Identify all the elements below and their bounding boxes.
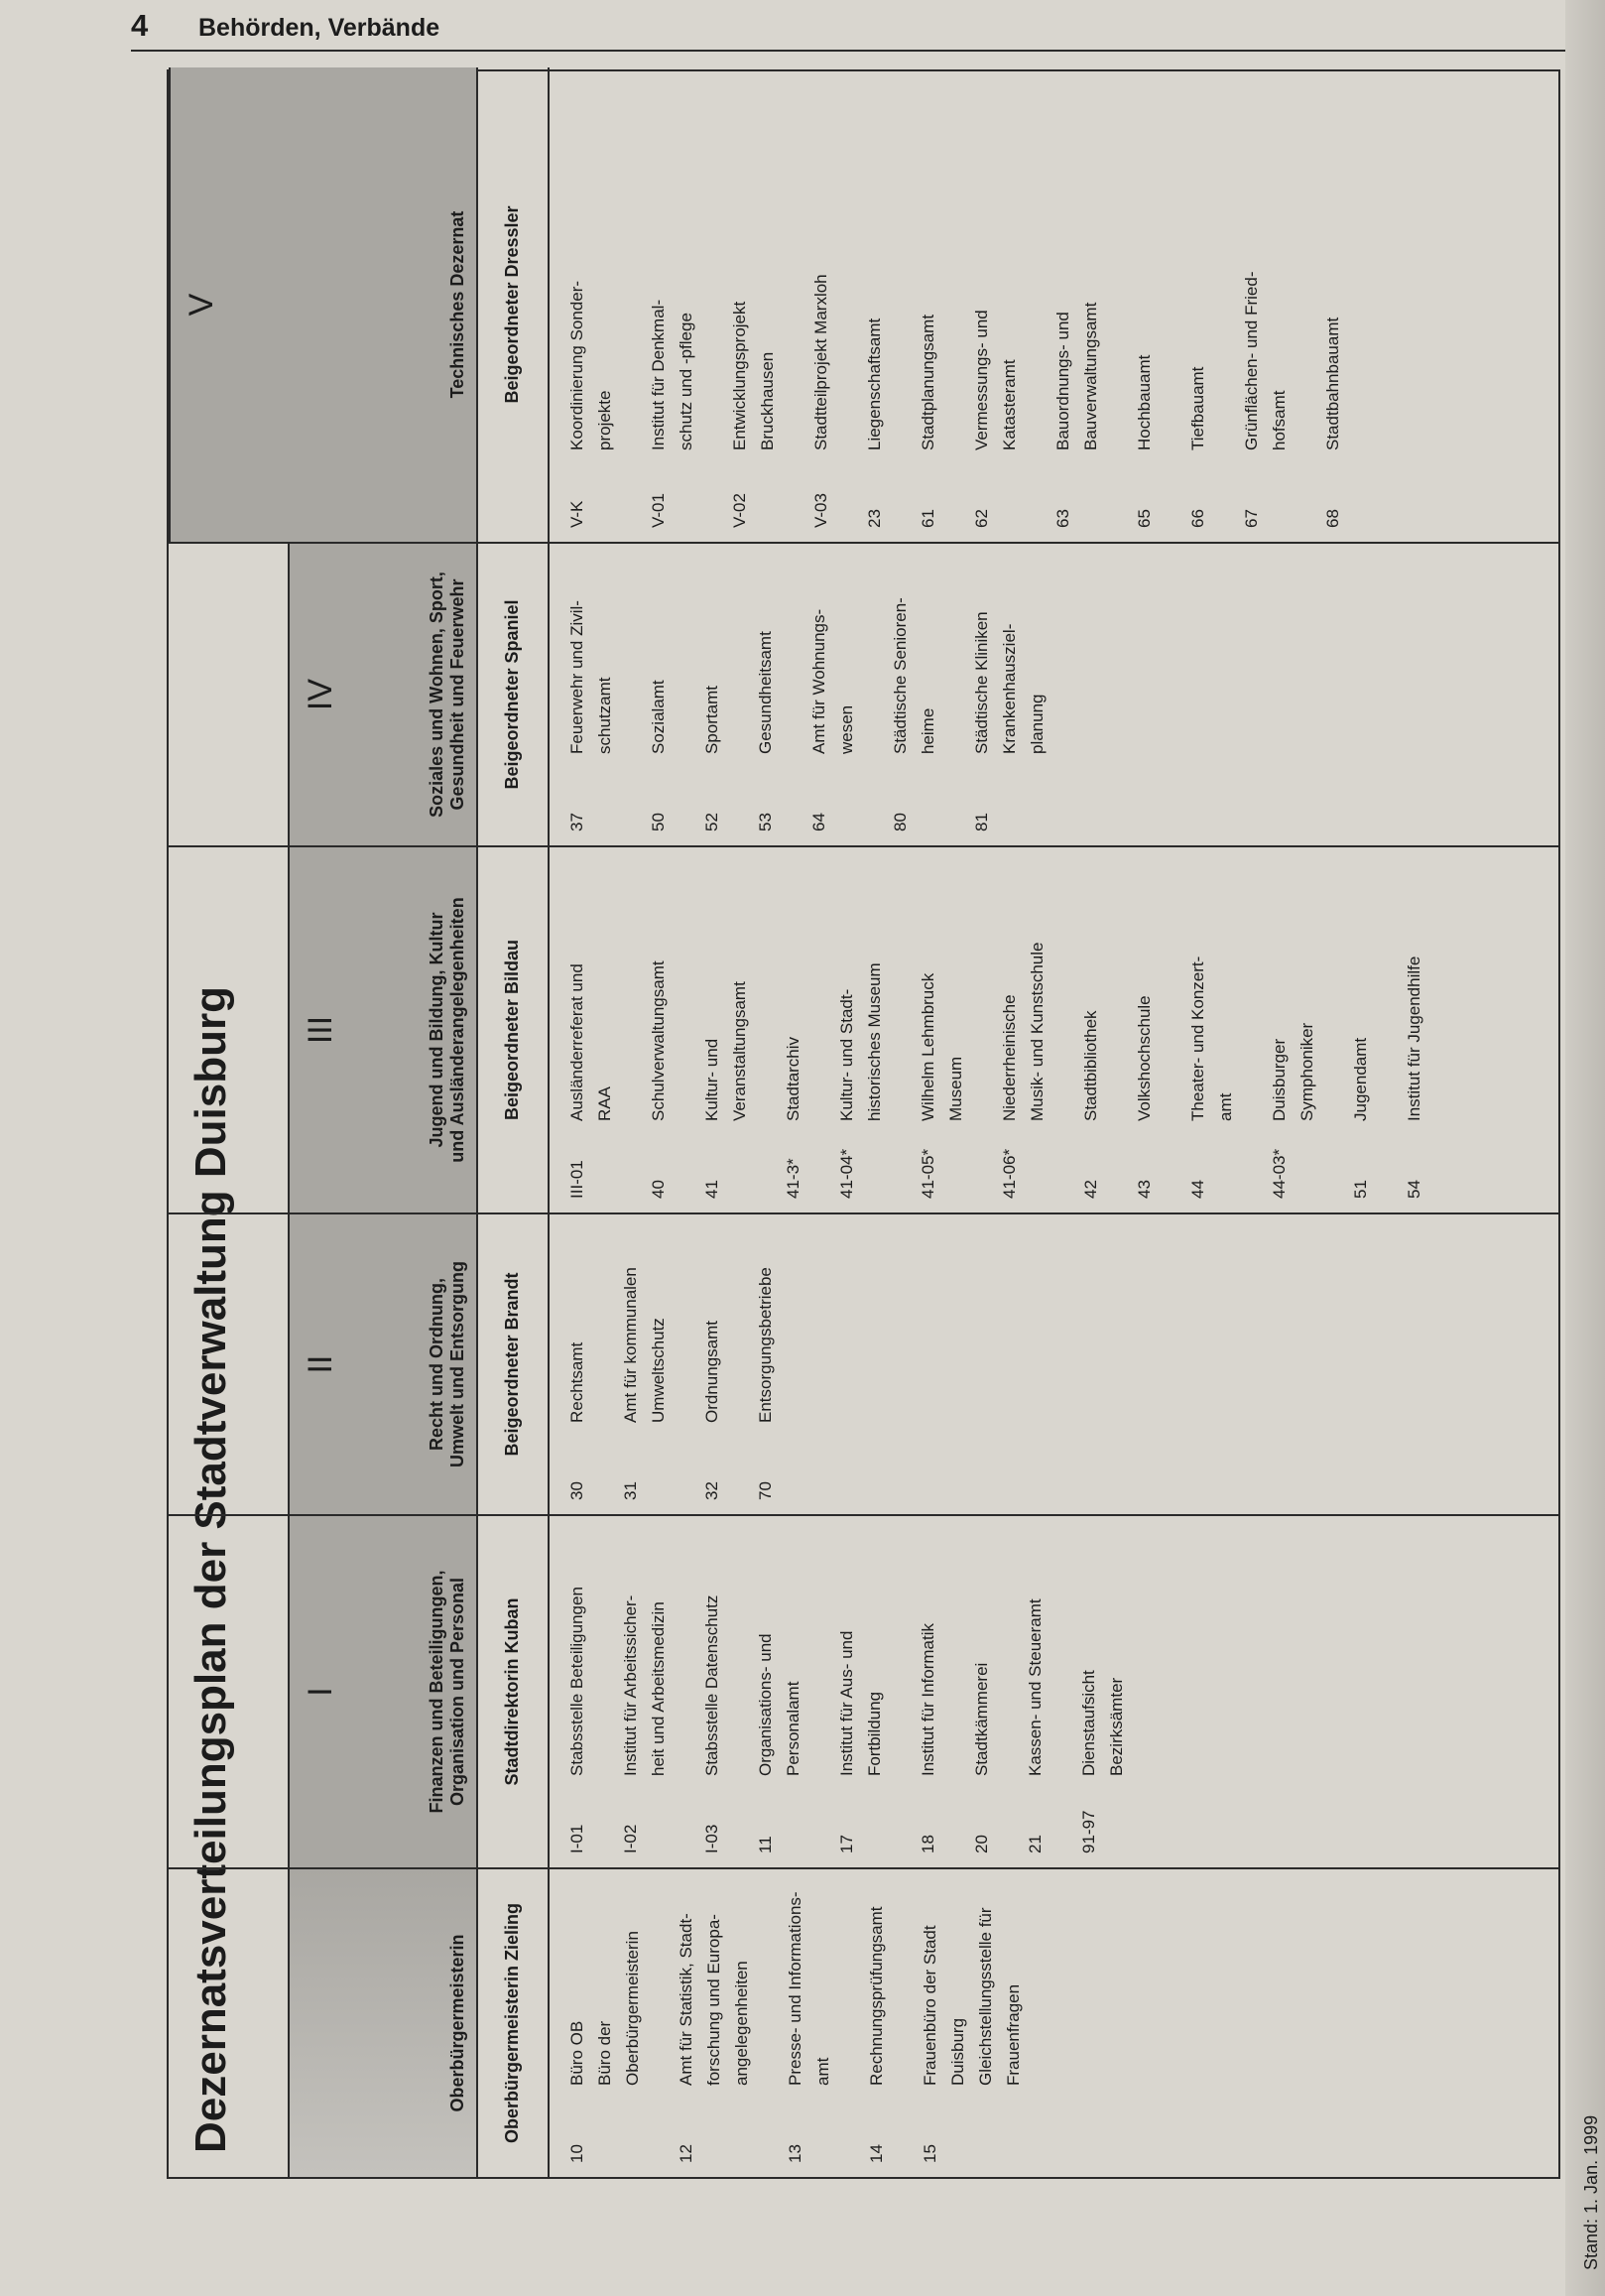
- office-code: 62: [972, 509, 991, 528]
- office-code: 41-3*: [784, 1158, 802, 1199]
- office-code: 41-05*: [919, 1148, 937, 1199]
- office-list: [563, 1869, 1053, 2177]
- office-item: [673, 1869, 756, 2177]
- office-item: [1347, 847, 1375, 1212]
- office-code: 11: [756, 1836, 775, 1853]
- office-code: 32: [702, 1481, 721, 1500]
- header-top-rule: [288, 847, 290, 1214]
- office-code: I-02: [621, 1824, 640, 1853]
- office-item: [1266, 847, 1321, 1212]
- office-name: Kassen- und Steueramt: [1026, 1598, 1045, 1776]
- department-area: Jugend und Bildung, Kultur und Ausländerangelegenheiten: [427, 897, 467, 1163]
- office-name: Büro OB Büro der Oberbürgermeisterin: [567, 1931, 642, 2086]
- office-name: Schulverwaltungsamt: [649, 960, 668, 1121]
- office-name: Stadtplanungsamt: [919, 314, 937, 450]
- office-item: [1075, 1516, 1131, 1867]
- office-list: [563, 67, 1373, 542]
- office-code: 44-03*: [1270, 1148, 1289, 1199]
- department-column: [169, 1214, 1558, 1516]
- column-header: [288, 847, 476, 1212]
- office-item: [752, 544, 780, 845]
- header-bottom-rule: [476, 544, 478, 847]
- column-header: [288, 1516, 476, 1867]
- office-code: 65: [1135, 509, 1154, 528]
- office-item: [1022, 1516, 1049, 1867]
- header-bottom-rule: [476, 1214, 478, 1516]
- office-item: [617, 1516, 673, 1867]
- plan-title: Dezernatsverteilungsplan der Stadtverwaltung Duisburg: [186, 985, 235, 2153]
- department-area: Technisches Dezernat: [447, 210, 467, 399]
- office-item: [752, 1214, 780, 1514]
- office-name: Jugendamt: [1351, 1037, 1370, 1121]
- department-area: Recht und Ordnung, Umwelt und Entsorgung: [427, 1261, 467, 1467]
- office-name: Duisburger Symphoniker: [1270, 1022, 1316, 1121]
- department-head: Stadtdirektorin Kuban: [502, 1597, 522, 1786]
- office-code: 14: [867, 2144, 886, 2163]
- office-name: Kultur- und Stadt- historisches Museum: [837, 962, 884, 1121]
- header-rule: [131, 50, 1565, 52]
- office-code: 67: [1242, 509, 1261, 528]
- office-item: [968, 67, 1024, 542]
- department-area: Oberbürgermeisterin: [447, 1934, 467, 2112]
- office-code: 15: [921, 2144, 939, 2163]
- department-numeral: V: [183, 293, 220, 317]
- office-item: [915, 1516, 942, 1867]
- office-code: I-01: [567, 1824, 586, 1853]
- office-code: 20: [972, 1835, 991, 1853]
- office-name: Wilhelm Lehmbruck Museum: [919, 972, 965, 1121]
- office-name: Feuerwehr und Zivil- schutzamt: [567, 600, 614, 754]
- office-item: [887, 544, 942, 845]
- office-code: 23: [865, 509, 884, 528]
- office-item: [1049, 67, 1105, 542]
- office-item: [861, 67, 889, 542]
- header-top-rule: [288, 1869, 290, 2179]
- office-code: 12: [677, 2144, 695, 2163]
- department-column: [169, 847, 1558, 1214]
- office-item: [645, 67, 700, 542]
- office-item: [1401, 847, 1428, 1212]
- office-item: [752, 1516, 807, 1867]
- office-name: Stadtarchiv: [784, 1036, 802, 1121]
- office-code: 81: [972, 813, 991, 831]
- office-item: [563, 1214, 591, 1514]
- office-item: [863, 1869, 891, 2177]
- office-name: Stadtkämmerei: [972, 1662, 991, 1776]
- office-name: Tiefbauamt: [1188, 366, 1207, 450]
- office-name: Bauordnungs- und Bauverwaltungsamt: [1053, 302, 1100, 450]
- office-code: 91-97: [1079, 1810, 1098, 1853]
- office-item: [917, 1869, 1028, 2177]
- column-header: [288, 1869, 476, 2177]
- office-code: 10: [567, 2144, 586, 2163]
- department-head: Beigeordneter Bildau: [502, 939, 522, 1121]
- office-name: Niederrheinische Musik- und Kunstschule: [1000, 942, 1047, 1121]
- office-item: [698, 1516, 726, 1867]
- office-item: [698, 847, 754, 1212]
- department-area: Soziales und Wohnen, Sport, Gesundheit und Feuerwehr: [427, 572, 467, 818]
- stand-date: Stand: 1. Jan. 1999: [1581, 2114, 1601, 2270]
- office-item: [1077, 847, 1105, 1212]
- office-list: [563, 1516, 1157, 1867]
- office-item: [1184, 847, 1240, 1212]
- header-bottom-rule: [476, 847, 478, 1214]
- office-name: Rechtsamt: [567, 1341, 586, 1423]
- department-numeral: I: [302, 1687, 339, 1697]
- department-head: Oberbürgermeisterin Zieling: [502, 1902, 522, 2144]
- header-bottom-rule: [476, 1869, 478, 2179]
- office-item: [1131, 67, 1159, 542]
- office-code: 17: [837, 1835, 856, 1853]
- office-name: Amt für Wohnungs- wesen: [809, 608, 856, 754]
- office-list: [563, 1214, 805, 1514]
- office-name: Liegenschaftsamt: [865, 318, 884, 450]
- person-rule: [548, 1214, 550, 1516]
- office-item: [645, 847, 673, 1212]
- department-head: Beigeordneter Spaniel: [502, 599, 522, 790]
- office-name: Grünflächen- und Fried- hofsamt: [1242, 271, 1289, 450]
- office-item: [833, 1516, 889, 1867]
- office-name: Theater- und Konzert- amt: [1188, 956, 1235, 1121]
- office-code: 37: [567, 813, 586, 831]
- office-name: Institut für Arbeitssicher- heit und Arbeitsmedizin: [621, 1594, 668, 1776]
- office-name: Amt für Statistik, Stadt- forschung und Europa- angelegenheiten: [677, 1913, 751, 2086]
- office-code: 51: [1351, 1180, 1370, 1199]
- office-code: 40: [649, 1180, 668, 1199]
- office-name: Frauenbüro der Stadt Duisburg Gleichstellungsstelle für Frauenfragen: [921, 1907, 1023, 2086]
- department-column: [169, 1516, 1558, 1869]
- office-name: Kultur- und Veranstaltungsamt: [702, 981, 749, 1121]
- office-name: Entwicklungsprojekt Bruckhausen: [730, 301, 777, 450]
- department-numeral: II: [302, 1354, 339, 1374]
- office-item: [1319, 67, 1347, 542]
- office-code: 50: [649, 813, 668, 831]
- office-item: [563, 1869, 647, 2177]
- office-name: Dienstaufsicht Bezirksämter: [1079, 1670, 1126, 1776]
- office-item: [563, 847, 619, 1212]
- header-top-rule: [288, 1516, 290, 1869]
- office-item: [915, 67, 942, 542]
- department-numeral: IV: [302, 678, 339, 711]
- department-area: Finanzen und Beteiligungen, Organisation und Personal: [427, 1570, 467, 1814]
- department-head: Beigeordneter Dressler: [502, 205, 522, 404]
- header-top-rule: [288, 1214, 290, 1516]
- office-item: [805, 544, 861, 845]
- office-name: Entsorgungsbetriebe: [756, 1267, 775, 1423]
- section-title: Behörden, Verbände: [198, 14, 440, 42]
- person-rule: [548, 1516, 550, 1869]
- office-name: Hochbauamt: [1135, 354, 1154, 450]
- office-code: 18: [919, 1835, 937, 1853]
- office-list: [563, 544, 1077, 845]
- office-list: [563, 847, 1454, 1212]
- office-item: [1184, 67, 1212, 542]
- office-item: [915, 847, 970, 1212]
- office-item: [1238, 67, 1294, 542]
- office-name: Institut für Aus- und Fortbildung: [837, 1630, 884, 1776]
- office-name: Organisations- und Personalamt: [756, 1633, 802, 1776]
- office-name: Ausländerreferat und RAA: [567, 963, 614, 1121]
- department-column: [169, 67, 1558, 544]
- office-name: Rechnungsprüfungsamt: [867, 1906, 886, 2086]
- office-code: 54: [1405, 1180, 1423, 1199]
- page-number: 4: [131, 8, 149, 43]
- office-code: V-01: [649, 493, 668, 528]
- office-code: 63: [1053, 509, 1072, 528]
- office-name: Stabsstelle Beteiligungen: [567, 1587, 586, 1776]
- office-code: 41-06*: [1000, 1148, 1019, 1199]
- office-code: 80: [891, 813, 910, 831]
- office-code: 53: [756, 813, 775, 831]
- office-name: Koordinierung Sonder- projekte: [567, 280, 614, 450]
- person-rule: [548, 67, 550, 544]
- office-code: 70: [756, 1481, 775, 1500]
- office-code: 42: [1081, 1180, 1100, 1199]
- office-name: Gesundheitsamt: [756, 631, 775, 754]
- office-code: V-K: [567, 500, 586, 528]
- office-code: 31: [621, 1481, 640, 1500]
- office-code: 66: [1188, 509, 1207, 528]
- person-rule: [548, 847, 550, 1214]
- department-column: [169, 544, 1558, 847]
- column-header: [169, 67, 476, 542]
- office-name: Vermessungs- und Katasteramt: [972, 310, 1019, 450]
- office-item: [780, 847, 807, 1212]
- column-header: [288, 1214, 476, 1514]
- office-name: Amt für kommunalen Umweltschutz: [621, 1267, 668, 1423]
- office-name: Stadtbibliothek: [1081, 1010, 1100, 1121]
- distribution-plan-table: [167, 69, 1560, 2179]
- office-item: [726, 67, 782, 542]
- office-code: V-03: [811, 493, 830, 528]
- office-item: [968, 1516, 996, 1867]
- department-numeral: III: [302, 1015, 339, 1045]
- office-item: [645, 544, 673, 845]
- office-name: Volkshochschule: [1135, 995, 1154, 1121]
- header-bottom-rule: [476, 67, 478, 544]
- office-item: [807, 67, 835, 542]
- office-code: 64: [809, 813, 828, 831]
- office-name: Stadtteilprojekt Marxloh: [811, 274, 830, 450]
- office-code: 13: [786, 2144, 804, 2163]
- office-name: Institut für Jugendhilfe: [1405, 956, 1423, 1121]
- page-edge: [1565, 0, 1605, 2296]
- office-name: Institut für Denkmal- schutz und -pflege: [649, 299, 695, 450]
- office-name: Stadtbahnbauamt: [1323, 317, 1342, 450]
- department-column: [169, 1869, 1558, 2177]
- office-item: [1131, 847, 1159, 1212]
- office-code: 52: [702, 813, 721, 831]
- header-top-rule: [169, 67, 171, 544]
- office-item: [563, 67, 619, 542]
- office-code: 44: [1188, 1180, 1207, 1199]
- office-name: Institut für Informatik: [919, 1623, 937, 1776]
- office-code: 21: [1026, 1835, 1045, 1853]
- office-code: 41-04*: [837, 1148, 856, 1199]
- department-head: Beigeordneter Brandt: [502, 1272, 522, 1457]
- office-item: [968, 544, 1051, 845]
- office-item: [698, 544, 726, 845]
- office-name: Sportamt: [702, 686, 721, 754]
- header-top-rule: [288, 544, 290, 847]
- header-bottom-rule: [476, 1516, 478, 1869]
- office-item: [996, 847, 1051, 1212]
- person-rule: [548, 1869, 550, 2179]
- office-code: 68: [1323, 509, 1342, 528]
- office-item: [698, 1214, 726, 1514]
- office-code: V-02: [730, 493, 749, 528]
- office-name: Presse- und Informations- amt: [786, 1891, 832, 2086]
- office-code: I-03: [702, 1824, 721, 1853]
- office-code: 61: [919, 509, 937, 528]
- office-name: Stabsstelle Datenschutz: [702, 1594, 721, 1776]
- office-item: [563, 1516, 591, 1867]
- office-name: Städtische Kliniken Krankenhausziel- planung: [972, 611, 1047, 754]
- office-code: 43: [1135, 1180, 1154, 1199]
- office-item: [563, 544, 619, 845]
- office-name: Ordnungsamt: [702, 1321, 721, 1423]
- office-code: III-01: [567, 1160, 586, 1199]
- person-rule: [548, 544, 550, 847]
- office-item: [617, 1214, 673, 1514]
- office-name: Sozialamt: [649, 680, 668, 754]
- office-code: 30: [567, 1481, 586, 1500]
- office-item: [833, 847, 889, 1212]
- office-code: 41: [702, 1180, 721, 1199]
- column-header: [288, 544, 476, 845]
- office-item: [782, 1869, 837, 2177]
- office-name: Städtische Senioren- heime: [891, 597, 937, 754]
